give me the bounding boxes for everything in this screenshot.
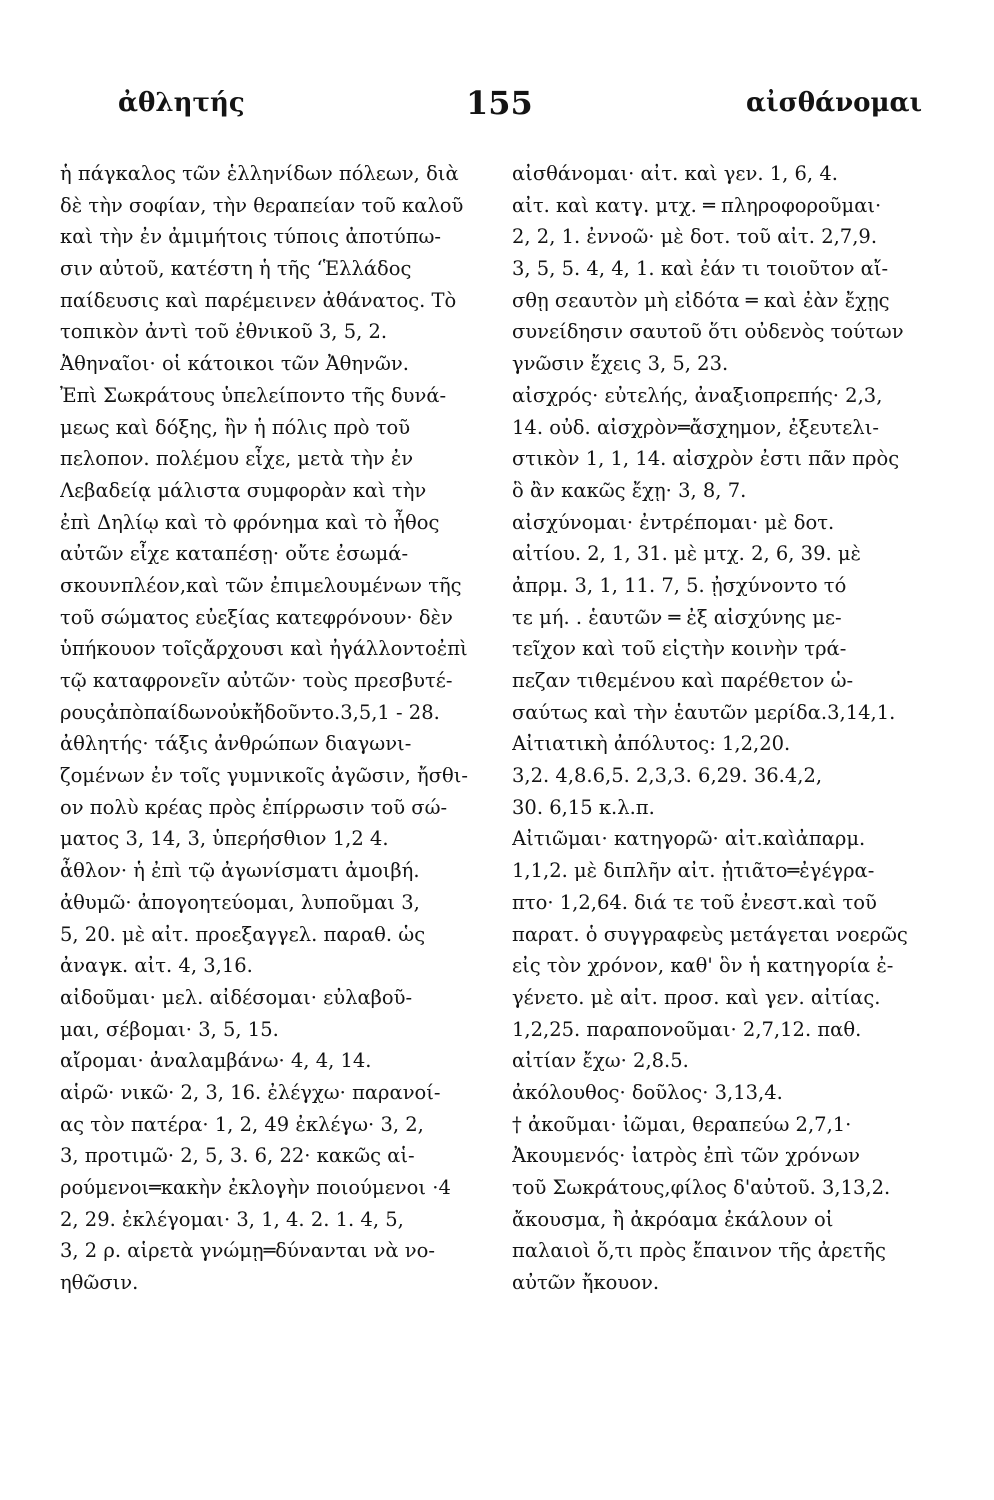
right-column-line: τε μή. . ἑαυτῶν ═ ἐξ αἰσχύνης με- [512,605,842,629]
left-column-line: ον πολὺ κρέας πρὸς ἐπίρρωσιν τοῦ σώ- [60,795,448,819]
left-column-line: ὑπήκουον τοῖςἄρχουσι καὶ ἠγάλλοντοἐπὶ [60,637,468,661]
left-column-line: ἡ πάγκαλος τῶν ἑλληνίδων πόλεων, διὰ [60,162,459,185]
right-column-line: γένετο. μὲ αἰτ. προσ. καὶ γεν. αἰτίας. [512,985,881,1009]
right-column-line: αὐτῶν ἤκουον. [512,1271,660,1295]
left-column-line: μαι, σέβομαι· 3, 5, 15. [60,1017,279,1041]
right-column [512,158,942,1299]
header-right-word: αἰσθάνομαι [746,88,923,118]
left-column-line: σκουνπλέον,καὶ τῶν ἐπιμελουμένων τῆς [60,573,462,597]
left-column-line: 3, 2 ρ. αἱρετὰ γνώμῃ═δύνανται νὰ νο- [60,1239,435,1263]
left-column-line: ζομένων ἐν τοῖς γυμνικοῖς ἀγῶσιν, ἤσθι- [60,764,468,788]
right-column-line: αἰτίαν ἔχω· 2,8.5. [512,1049,689,1073]
left-column-line: ρούμενοι═κακὴν ἐκλογὴν ποιούμενοι ·4 [60,1176,451,1199]
left-column-line: αὐτῶν εἶχε καταπέσῃ· οὔτε ἐσωμά- [60,542,409,566]
left-column-line: ματος 3, 14, 3, ὑπερήσθιον 1,2 4. [60,827,389,851]
left-column-line: ἀθυμῶ· ἀπογοητεύομαι, λυποῦμαι 3, [60,890,420,914]
right-column-line: αἰσχρός· εὐτελής, ἀναξιοπρεπής· 2,3, [512,383,883,407]
left-column-line: ας τὸν πατέρα· 1, 2, 49 ἐκλέγω· 3, 2, [60,1112,424,1136]
right-column-line: εἰς τὸν χρόνον, καθ' ὃν ἡ κατηγορία ἐ- [512,954,894,978]
left-column-line: ρουςἀπὸπαίδωνοὐκἤδοῦντο.3,5,1 - 28. [60,700,440,724]
left-column-line: τοῦ σώματος εὐεξίας κατεφρόνουν· δὲν [60,605,453,629]
right-column-line: Ἀκουμενός· ἰατρὸς ἐπὶ τῶν χρόνων [512,1144,860,1168]
right-column-line: αἰσχύνομαι· ἐντρέπομαι· μὲ δοτ. [512,510,835,534]
right-column-line: ἀκόλουθος· δοῦλος· 3,13,4. [512,1080,783,1104]
right-column-line: πτο· 1,2,64. διά τε τοῦ ἐνεστ.καὶ τοῦ [512,890,877,914]
left-column-line: αἱρῶ· νικῶ· 2, 3, 16. ἐλέγχω· παρανοί- [60,1080,441,1104]
left-column-line: πελοπον. πολέμου εἶχε, μετὰ τὴν ἐν [60,447,414,471]
page-number: 155 [466,84,533,122]
left-column-line: σιν αὐτοῦ, κατέστη ἡ τῆς ‘Ἑλλάδος [60,257,412,281]
right-column-line: γνῶσιν ἔχεις 3, 5, 23. [512,352,729,376]
right-column-line: σαύτως καὶ τὴν ἑαυτῶν μερίδα.3,14,1. [512,700,896,724]
left-column-line: ἆθλον· ἡ ἐπὶ τῷ ἀγωνίσματι ἀμοιβή. [60,859,420,883]
right-column-line: τεῖχον καὶ τοῦ εἰςτὴν κοινὴν τρά- [512,637,847,661]
right-column-line: στικὸν 1, 1, 14. αἰσχρὸν ἐστι πᾶν πρὸς [512,447,900,471]
left-column-line: Λεβαδείᾳ μάλιστα συμφορὰν καὶ τὴν [60,478,427,502]
header-left-word: ἀθλητής [118,88,245,118]
left-column-line: ἀναγκ. αἰτ. 4, 3,16. [60,954,253,978]
right-column-line: συνείδησιν σαυτοῦ ὅτι οὐδενὸς τούτων [512,320,904,344]
right-column-line: 3, 5, 5. 4, 4, 1. καὶ ἐάν τι τοιοῦτον αἴ- [512,257,889,281]
right-column-line: 14. οὐδ. αἰσχρὸν═ἄσχημον, ἐξευτελι- [512,415,879,439]
left-column-line: τῷ καταφρονεῖν αὐτῶν· τοὺς πρεσβυτέ- [60,669,453,692]
right-column-line: πεζαν τιθεμένου καὶ παρέθετον ὡ- [512,669,854,692]
right-column-line: 30. 6,15 κ.λ.π. [512,795,655,819]
left-column-line: ηθῶσιν. [60,1271,139,1295]
right-column-line: σθῃ σεαυτὸν μὴ εἰδότα ═ καὶ ἐὰν ἔχῃς [512,288,890,312]
right-column-line: τοῦ Σωκράτους,φίλος δ'αὐτοῦ. 3,13,2. [512,1176,891,1199]
left-column-line: 5, 20. μὲ αἰτ. προεξαγγελ. παραθ. ὡς [60,922,426,946]
right-column-line: παρατ. ὁ συγγραφεὺς μετάγεται νοερῶς [512,922,908,946]
right-column-line: Αἰτιατικὴ ἀπόλυτος: 1,2,20. [512,732,791,756]
right-column-line: 2, 2, 1. ἐννοῶ· μὲ δοτ. τοῦ αἰτ. 2,7,9. [512,225,878,249]
right-column-line: παλαιοὶ ὅ,τι πρὸς ἔπαινον τῆς ἀρετῆς [512,1239,886,1263]
left-column-line: 3, προτιμῶ· 2, 5, 3. 6, 22· κακῶς αἱ- [60,1144,415,1168]
left-column [60,158,490,1299]
left-column-line: 2, 29. ἐκλέγομαι· 3, 1, 4. 2. 1. 4, 5, [60,1207,404,1231]
right-column-line: † ἀκοῦμαι· ἰῶμαι, θεραπεύω 2,7,1· [512,1112,852,1136]
left-column-line: παίδευσις καὶ παρέμεινεν ἀθάνατος. Τὸ [60,288,457,312]
right-column-line: Αἰτιῶμαι· κατηγορῶ· αἰτ.καὶἀπαρμ. [512,827,866,851]
left-column-line: ἀθλητής· τάξις ἀνθρώπων διαγωνι- [60,732,412,756]
right-column-line: ἄκουσμα, ἢ ἀκρόαμα ἐκάλουν οἱ [512,1207,834,1231]
right-column-line: αἰσθάνομαι· αἰτ. καὶ γεν. 1, 6, 4. [512,162,838,185]
right-column-line: 1,2,25. παραπονοῦμαι· 2,7,12. παθ. [512,1017,862,1041]
right-column-line: ἀπρμ. 3, 1, 11. 7, 5. ᾐσχύνοντο τό [512,573,847,597]
left-column-line: Ἐπὶ Σωκράτους ὑπελείποντο τῆς δυνά- [60,383,447,407]
right-column-line: 3,2. 4,8.6,5. 2,3,3. 6,29. 36.4,2, [512,764,823,788]
right-column-line: αἰτ. καὶ κατγ. μτχ. ═ πληροφοροῦμαι· [512,193,882,217]
right-column-line: αἰτίου. 2, 1, 31. μὲ μτχ. 2, 6, 39. μὲ [512,542,862,566]
right-column-line: 1,1,2. μὲ διπλῆν αἰτ. ᾐτιᾶτο═ἐγέγρα- [512,859,875,883]
left-column-line: αἰδοῦμαι· μελ. αἰδέσομαι· εὐλαβοῦ- [60,985,413,1009]
left-column-line: Ἀθηναῖοι· οἱ κάτοικοι τῶν Ἀθηνῶν. [60,352,409,376]
left-column-line: αἴρομαι· ἀναλαμβάνω· 4, 4, 14. [60,1049,372,1073]
left-column-line: δὲ τὴν σοφίαν, τὴν θεραπείαν τοῦ καλοῦ [60,193,464,217]
left-column-line: μεως καὶ δόξης, ἣν ἡ πόλις πρὸ τοῦ [60,415,411,439]
left-column-line: ἐπὶ Δηλίῳ καὶ τὸ φρόνημα καὶ τὸ ἦθος [60,510,440,534]
left-column-line: τοπικὸν ἀντὶ τοῦ ἐθνικοῦ 3, 5, 2. [60,320,388,344]
left-column-line: καὶ τὴν ἐν ἀμιμήτοις τύποις ἀποτύπω- [60,225,442,249]
right-column-line: ὃ ἂν κακῶς ἔχῃ· 3, 8, 7. [512,478,747,502]
